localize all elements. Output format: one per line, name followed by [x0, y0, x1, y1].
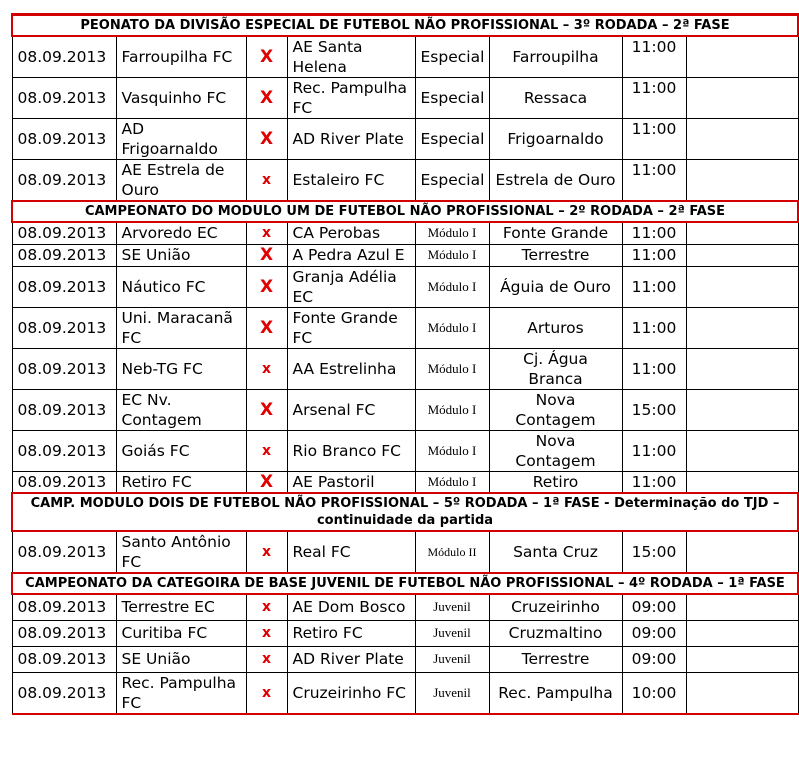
category-cell: Especial	[415, 160, 489, 202]
table-row	[12, 160, 798, 202]
versus-mark: x	[246, 160, 287, 202]
date-cell: 08.09.2013	[12, 119, 116, 160]
away-team-cell: Rec. Pampulha FC	[287, 78, 415, 119]
category-cell: Módulo II	[415, 531, 489, 573]
category-cell: Módulo I	[415, 266, 489, 307]
versus-mark: X	[246, 307, 287, 348]
away-team-cell: Estaleiro FC	[287, 160, 415, 202]
category-cell: Juvenil	[415, 594, 489, 620]
time-cell: 11:00	[622, 222, 686, 244]
table-row	[12, 244, 798, 266]
time-cell: 11:00	[622, 160, 686, 202]
date-cell: 08.09.2013	[12, 531, 116, 573]
empty-cell	[686, 672, 798, 714]
time-cell: 11:00	[622, 119, 686, 160]
venue-cell: Nova Contagem	[489, 389, 622, 430]
empty-cell	[686, 119, 798, 160]
empty-cell	[686, 36, 798, 78]
time-cell: 11:00	[622, 244, 686, 266]
versus-mark: x	[246, 222, 287, 244]
category-cell: Módulo I	[415, 471, 489, 493]
versus-mark: x	[246, 620, 287, 646]
date-cell: 08.09.2013	[12, 594, 116, 620]
away-team-cell: Real FC	[287, 531, 415, 573]
away-team-cell: Fonte Grande FC	[287, 307, 415, 348]
section-header: PEONATO DA DIVISÃO ESPECIAL DE FUTEBOL NÃO PROFISSIONAL – 3º RODADA – 2ª FASE	[12, 15, 798, 37]
section-header-row	[12, 15, 798, 37]
date-cell: 08.09.2013	[12, 244, 116, 266]
venue-cell: Cruzmaltino	[489, 620, 622, 646]
section-header: CAMP. MODULO DOIS DE FUTEBOL NÃO PROFISSIONAL – 5º RODADA – 1ª FASE - Determinação do TJD – continuidade da partida	[12, 493, 798, 531]
home-team-cell: Goiás FC	[116, 430, 246, 471]
date-cell: 08.09.2013	[12, 160, 116, 202]
category-cell: Módulo I	[415, 244, 489, 266]
venue-cell: Estrela de Ouro	[489, 160, 622, 202]
away-team-cell: AD River Plate	[287, 119, 415, 160]
table-row	[12, 119, 798, 160]
table-row	[12, 36, 798, 78]
category-cell: Juvenil	[415, 672, 489, 714]
schedule-document	[11, 13, 797, 715]
section-header: CAMPEONATO DO MODULO UM DE FUTEBOL NÃO PROFISSIONAL – 2º RODADA – 2ª FASE	[12, 201, 798, 222]
time-cell: 11:00	[622, 348, 686, 389]
versus-mark: X	[246, 244, 287, 266]
date-cell: 08.09.2013	[12, 389, 116, 430]
time-cell: 11:00	[622, 307, 686, 348]
table-row	[12, 348, 798, 389]
versus-mark: X	[246, 119, 287, 160]
table-row	[12, 672, 798, 714]
time-cell: 11:00	[622, 78, 686, 119]
home-team-cell: Neb-TG FC	[116, 348, 246, 389]
table-row	[12, 430, 798, 471]
table-row	[12, 389, 798, 430]
category-cell: Especial	[415, 119, 489, 160]
empty-cell	[686, 389, 798, 430]
away-team-cell: AD River Plate	[287, 646, 415, 672]
home-team-cell: Náutico FC	[116, 266, 246, 307]
home-team-cell: Farroupilha FC	[116, 36, 246, 78]
away-team-cell: Retiro FC	[287, 620, 415, 646]
venue-cell: Frigoarnaldo	[489, 119, 622, 160]
versus-mark: X	[246, 266, 287, 307]
date-cell: 08.09.2013	[12, 266, 116, 307]
away-team-cell: Cruzeirinho FC	[287, 672, 415, 714]
venue-cell: Fonte Grande	[489, 222, 622, 244]
table-row	[12, 646, 798, 672]
category-cell: Juvenil	[415, 620, 489, 646]
versus-mark: x	[246, 531, 287, 573]
away-team-cell: Rio Branco FC	[287, 430, 415, 471]
versus-mark: X	[246, 471, 287, 493]
category-cell: Módulo I	[415, 430, 489, 471]
versus-mark: x	[246, 594, 287, 620]
away-team-cell: CA Perobas	[287, 222, 415, 244]
venue-cell: Nova Contagem	[489, 430, 622, 471]
versus-mark: x	[246, 646, 287, 672]
venue-cell: Retiro	[489, 471, 622, 493]
table-row	[12, 222, 798, 244]
section-header-row	[12, 573, 798, 594]
category-cell: Módulo I	[415, 348, 489, 389]
home-team-cell: Vasquinho FC	[116, 78, 246, 119]
time-cell: 11:00	[622, 266, 686, 307]
versus-mark: x	[246, 348, 287, 389]
category-cell: Módulo I	[415, 389, 489, 430]
home-team-cell: EC Nv. Contagem	[116, 389, 246, 430]
category-cell: Módulo I	[415, 222, 489, 244]
date-cell: 08.09.2013	[12, 430, 116, 471]
venue-cell: Ressaca	[489, 78, 622, 119]
home-team-cell: SE União	[116, 244, 246, 266]
empty-cell	[686, 266, 798, 307]
home-team-cell: Uni. Maracanã FC	[116, 307, 246, 348]
home-team-cell: Santo Antônio FC	[116, 531, 246, 573]
versus-mark: x	[246, 672, 287, 714]
time-cell: 15:00	[622, 531, 686, 573]
empty-cell	[686, 160, 798, 202]
table-row	[12, 594, 798, 620]
away-team-cell: AE Santa Helena	[287, 36, 415, 78]
table-row	[12, 307, 798, 348]
date-cell: 08.09.2013	[12, 471, 116, 493]
time-cell: 09:00	[622, 620, 686, 646]
home-team-cell: Terrestre EC	[116, 594, 246, 620]
date-cell: 08.09.2013	[12, 348, 116, 389]
empty-cell	[686, 471, 798, 493]
venue-cell: Santa Cruz	[489, 531, 622, 573]
section-header: CAMPEONATO DA CATEGOIRA DE BASE JUVENIL DE FUTEBOL NÃO PROFISSIONAL – 4º RODADA – 1ª FASE	[12, 573, 798, 594]
home-team-cell: SE União	[116, 646, 246, 672]
time-cell: 11:00	[622, 471, 686, 493]
match-schedule-table	[11, 13, 799, 715]
away-team-cell: A Pedra Azul E	[287, 244, 415, 266]
empty-cell	[686, 620, 798, 646]
venue-cell: Rec. Pampulha	[489, 672, 622, 714]
venue-cell: Águia de Ouro	[489, 266, 622, 307]
home-team-cell: AE Estrela de Ouro	[116, 160, 246, 202]
table-row	[12, 266, 798, 307]
date-cell: 08.09.2013	[12, 620, 116, 646]
venue-cell: Arturos	[489, 307, 622, 348]
category-cell: Especial	[415, 36, 489, 78]
away-team-cell: Arsenal FC	[287, 389, 415, 430]
empty-cell	[686, 531, 798, 573]
time-cell: 10:00	[622, 672, 686, 714]
date-cell: 08.09.2013	[12, 672, 116, 714]
table-row	[12, 471, 798, 493]
table-row	[12, 531, 798, 573]
home-team-cell: Retiro FC	[116, 471, 246, 493]
time-cell: 11:00	[622, 36, 686, 78]
category-cell: Juvenil	[415, 646, 489, 672]
empty-cell	[686, 244, 798, 266]
venue-cell: Cruzeirinho	[489, 594, 622, 620]
empty-cell	[686, 78, 798, 119]
away-team-cell: AE Pastoril	[287, 471, 415, 493]
empty-cell	[686, 348, 798, 389]
home-team-cell: Curitiba FC	[116, 620, 246, 646]
time-cell: 15:00	[622, 389, 686, 430]
away-team-cell: AE Dom Bosco	[287, 594, 415, 620]
home-team-cell: Rec. Pampulha FC	[116, 672, 246, 714]
date-cell: 08.09.2013	[12, 78, 116, 119]
empty-cell	[686, 222, 798, 244]
versus-mark: X	[246, 78, 287, 119]
away-team-cell: AA Estrelinha	[287, 348, 415, 389]
category-cell: Especial	[415, 78, 489, 119]
home-team-cell: AD Frigoarnaldo	[116, 119, 246, 160]
venue-cell: Terrestre	[489, 244, 622, 266]
table-row	[12, 620, 798, 646]
time-cell: 11:00	[622, 430, 686, 471]
empty-cell	[686, 430, 798, 471]
venue-cell: Farroupilha	[489, 36, 622, 78]
empty-cell	[686, 646, 798, 672]
time-cell: 09:00	[622, 646, 686, 672]
section-header-row	[12, 493, 798, 531]
date-cell: 08.09.2013	[12, 307, 116, 348]
versus-mark: x	[246, 430, 287, 471]
table-row	[12, 78, 798, 119]
versus-mark: X	[246, 36, 287, 78]
date-cell: 08.09.2013	[12, 36, 116, 78]
category-cell: Módulo I	[415, 307, 489, 348]
date-cell: 08.09.2013	[12, 646, 116, 672]
empty-cell	[686, 594, 798, 620]
venue-cell: Cj. Água Branca	[489, 348, 622, 389]
empty-cell	[686, 307, 798, 348]
home-team-cell: Arvoredo EC	[116, 222, 246, 244]
date-cell: 08.09.2013	[12, 222, 116, 244]
venue-cell: Terrestre	[489, 646, 622, 672]
away-team-cell: Granja Adélia EC	[287, 266, 415, 307]
versus-mark: X	[246, 389, 287, 430]
section-header-row	[12, 201, 798, 222]
time-cell: 09:00	[622, 594, 686, 620]
